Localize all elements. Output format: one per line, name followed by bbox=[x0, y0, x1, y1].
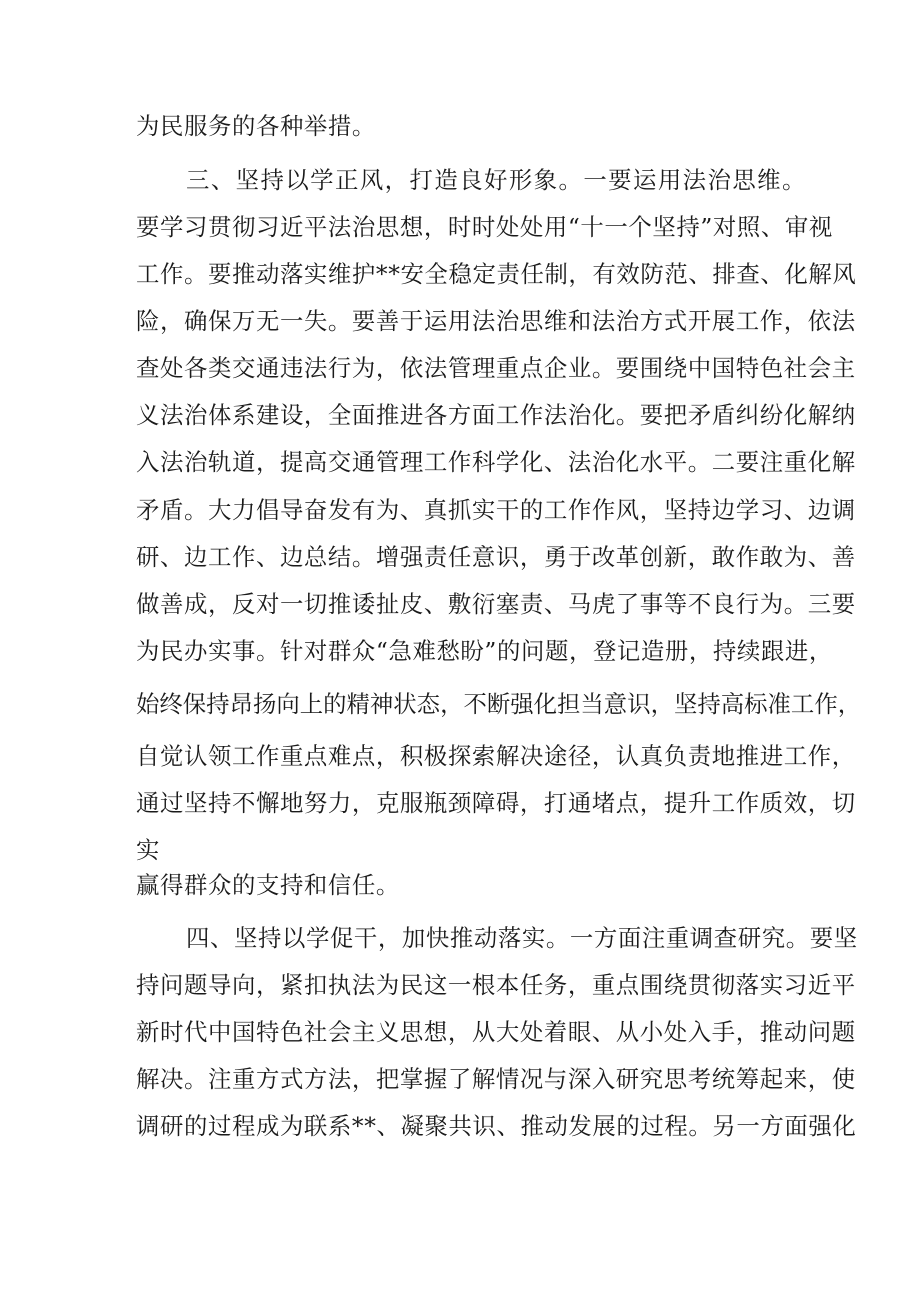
text-line: 解决。注重方式方法，把掌握了解情况与深入研究思考统筹起来，使 bbox=[136, 1065, 856, 1093]
text-line: 调研的过程成为联系**、凝聚共识、推动发展的过程。另一方面强化 bbox=[136, 1112, 857, 1140]
text-line: 为民服务的各种举措。 bbox=[136, 112, 376, 140]
section-heading-3: 三、坚持以学正风，打造良好形象。一要运用法治思维。 bbox=[186, 166, 806, 194]
text-line: 入法治轨道，提高交通管理工作科学化、法治化水平。二要注重化解 bbox=[136, 448, 856, 476]
section-heading-4: 四、坚持以学促干，加快推动落实。一方面注重调查研究。要坚 bbox=[186, 924, 858, 952]
text-line: 做善成，反对一切推诿扯皮、敷衍塞责、马虎了事等不良行为。三要 bbox=[136, 590, 856, 618]
text-line: 矛盾。大力倡导奋发有为、真抓实干的工作作风，坚持边学习、边调 bbox=[136, 496, 856, 524]
text-line: 实 bbox=[136, 836, 160, 864]
text-line: 工作。要推动落实维护**安全稳定责任制，有效防范、排查、化解风 bbox=[136, 260, 857, 288]
text-line: 通过坚持不懈地努力，克服瓶颈障碍，打通堵点，提升工作质效，切 bbox=[136, 789, 856, 817]
text-line: 险，确保万无一失。要善于运用法治思维和法治方式开展工作，依法 bbox=[136, 307, 856, 335]
text-line: 新时代中国特色社会主义思想，从大处着眼、从小处入手，推动问题 bbox=[136, 1018, 856, 1046]
text-line: 要学习贯彻习近平法治思想，时时处处用“十一个坚持”对照、审视 bbox=[136, 213, 833, 241]
text-line: 自觉认领工作重点难点，积极探索解决途径，认真负责地推进工作， bbox=[136, 742, 856, 770]
text-line: 义法治体系建设，全面推进各方面工作法治化。要把矛盾纠纷化解纳 bbox=[136, 401, 856, 429]
text-line: 赢得群众的支持和信任。 bbox=[136, 871, 400, 899]
text-line: 研、边工作、边总结。增强责任意识，勇于改革创新，敢作敢为、善 bbox=[136, 543, 856, 571]
text-line: 持问题导向，紧扣执法为民这一根本任务，重点围绕贯彻落实习近平 bbox=[136, 971, 856, 999]
text-line: 为民办实事。针对群众“急难愁盼”的问题，登记造册，持续跟进， bbox=[136, 637, 833, 665]
text-line: 始终保持昂扬向上的精神状态，不断强化担当意识，坚持高标准工作， bbox=[136, 690, 862, 718]
text-line: 查处各类交通违法行为，依法管理重点企业。要围绕中国特色社会主 bbox=[136, 354, 856, 382]
